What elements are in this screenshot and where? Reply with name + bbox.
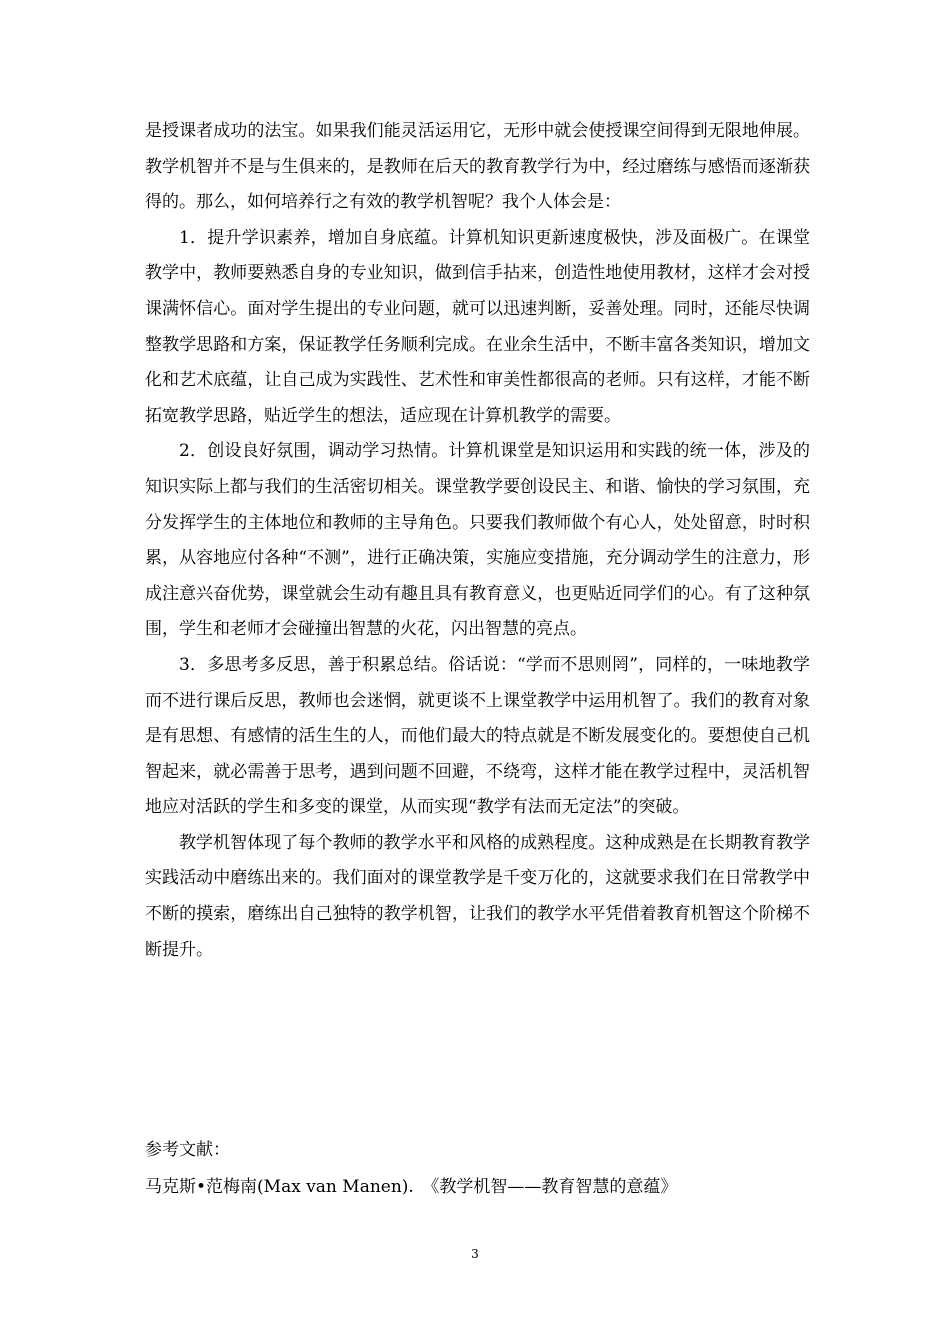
document-body xyxy=(145,114,810,968)
references-section xyxy=(145,1132,810,1206)
reference-item: 马克斯•范梅南(Max van Manen). 《教学机智——教育智慧的意蕴》 xyxy=(145,1177,678,1197)
references-heading: 参考文献： xyxy=(145,1140,230,1160)
paragraph-point-3: 3．多思考多反思，善于积累总结。俗话说：“学而不思则罔”，同样的，一味地教学而不进行课后反思，教师也会迷惘，就更谈不上课堂教学中运用机智了。我们的教育对象是有思想、有感情的活生生的人，而他们最大的特点就是不断发展变化的。要想使自己机智起来，就必需善于思考，遇到问题不回避，不绕弯，这样才能在教学过程中，灵活机智地应对活跃的学生和多变的课堂，从而实现“教学有法而无定法”的突破。 xyxy=(145,654,810,818)
paragraph-conclusion: 教学机智体现了每个教师的教学水平和风格的成熟程度。这种成熟是在长期教育教学实践活动中磨练出来的。我们面对的课堂教学是千变万化的，这就要求我们在日常教学中不断的摸索，磨练出自己独特的教学机智，让我们的教学水平凭借着教育机智这个阶梯不断提升。 xyxy=(145,832,810,960)
paragraph-intro-continuation: 是授课者成功的法宝。如果我们能灵活运用它，无形中就会使授课空间得到无限地伸展。教学机智并不是与生俱来的，是教师在后天的教育教学行为中，经过磨练与感悟而逐渐获得的。那么，如何培养行之有效的教学机智呢？我个人体会是： xyxy=(145,121,810,213)
paragraph-point-1: 1．提升学识素养，增加自身底蕴。计算机知识更新速度极快，涉及面极广。在课堂教学中，教师要熟悉自身的专业知识，做到信手拈来，创造性地使用教材，这样才会对授课满怀信心。面对学生提出的专业问题，就可以迅速判断，妥善处理。同时，还能尽快调整教学思路和方案，保证教学任务顺利完成。在业余生活中，不断丰富各类知识，增加文化和艺术底蕴，让自己成为实践性、艺术性和审美性都很高的老师。只有这样，才能不断拓宽教学思路，贴近学生的想法，适应现在计算机教学的需要。 xyxy=(145,227,810,426)
page-number: 3 xyxy=(471,1247,479,1261)
paragraph-point-2: 2．创设良好氛围，调动学习热情。计算机课堂是知识运用和实践的统一体，涉及的知识实际上都与我们的生活密切相关。课堂教学要创设民主、和谐、愉快的学习氛围，充分发挥学生的主体地位和教师的主导角色。只要我们教师做个有心人，处处留意，时时积累，从容地应付各种“不测”，进行正确决策，实施应变措施，充分调动学生的注意力，形成注意兴奋优势，课堂就会生动有趣且具有教育意义，也更贴近同学们的心。有了这种氛围，学生和老师才会碰撞出智慧的火花，闪出智慧的亮点。 xyxy=(145,441,810,640)
